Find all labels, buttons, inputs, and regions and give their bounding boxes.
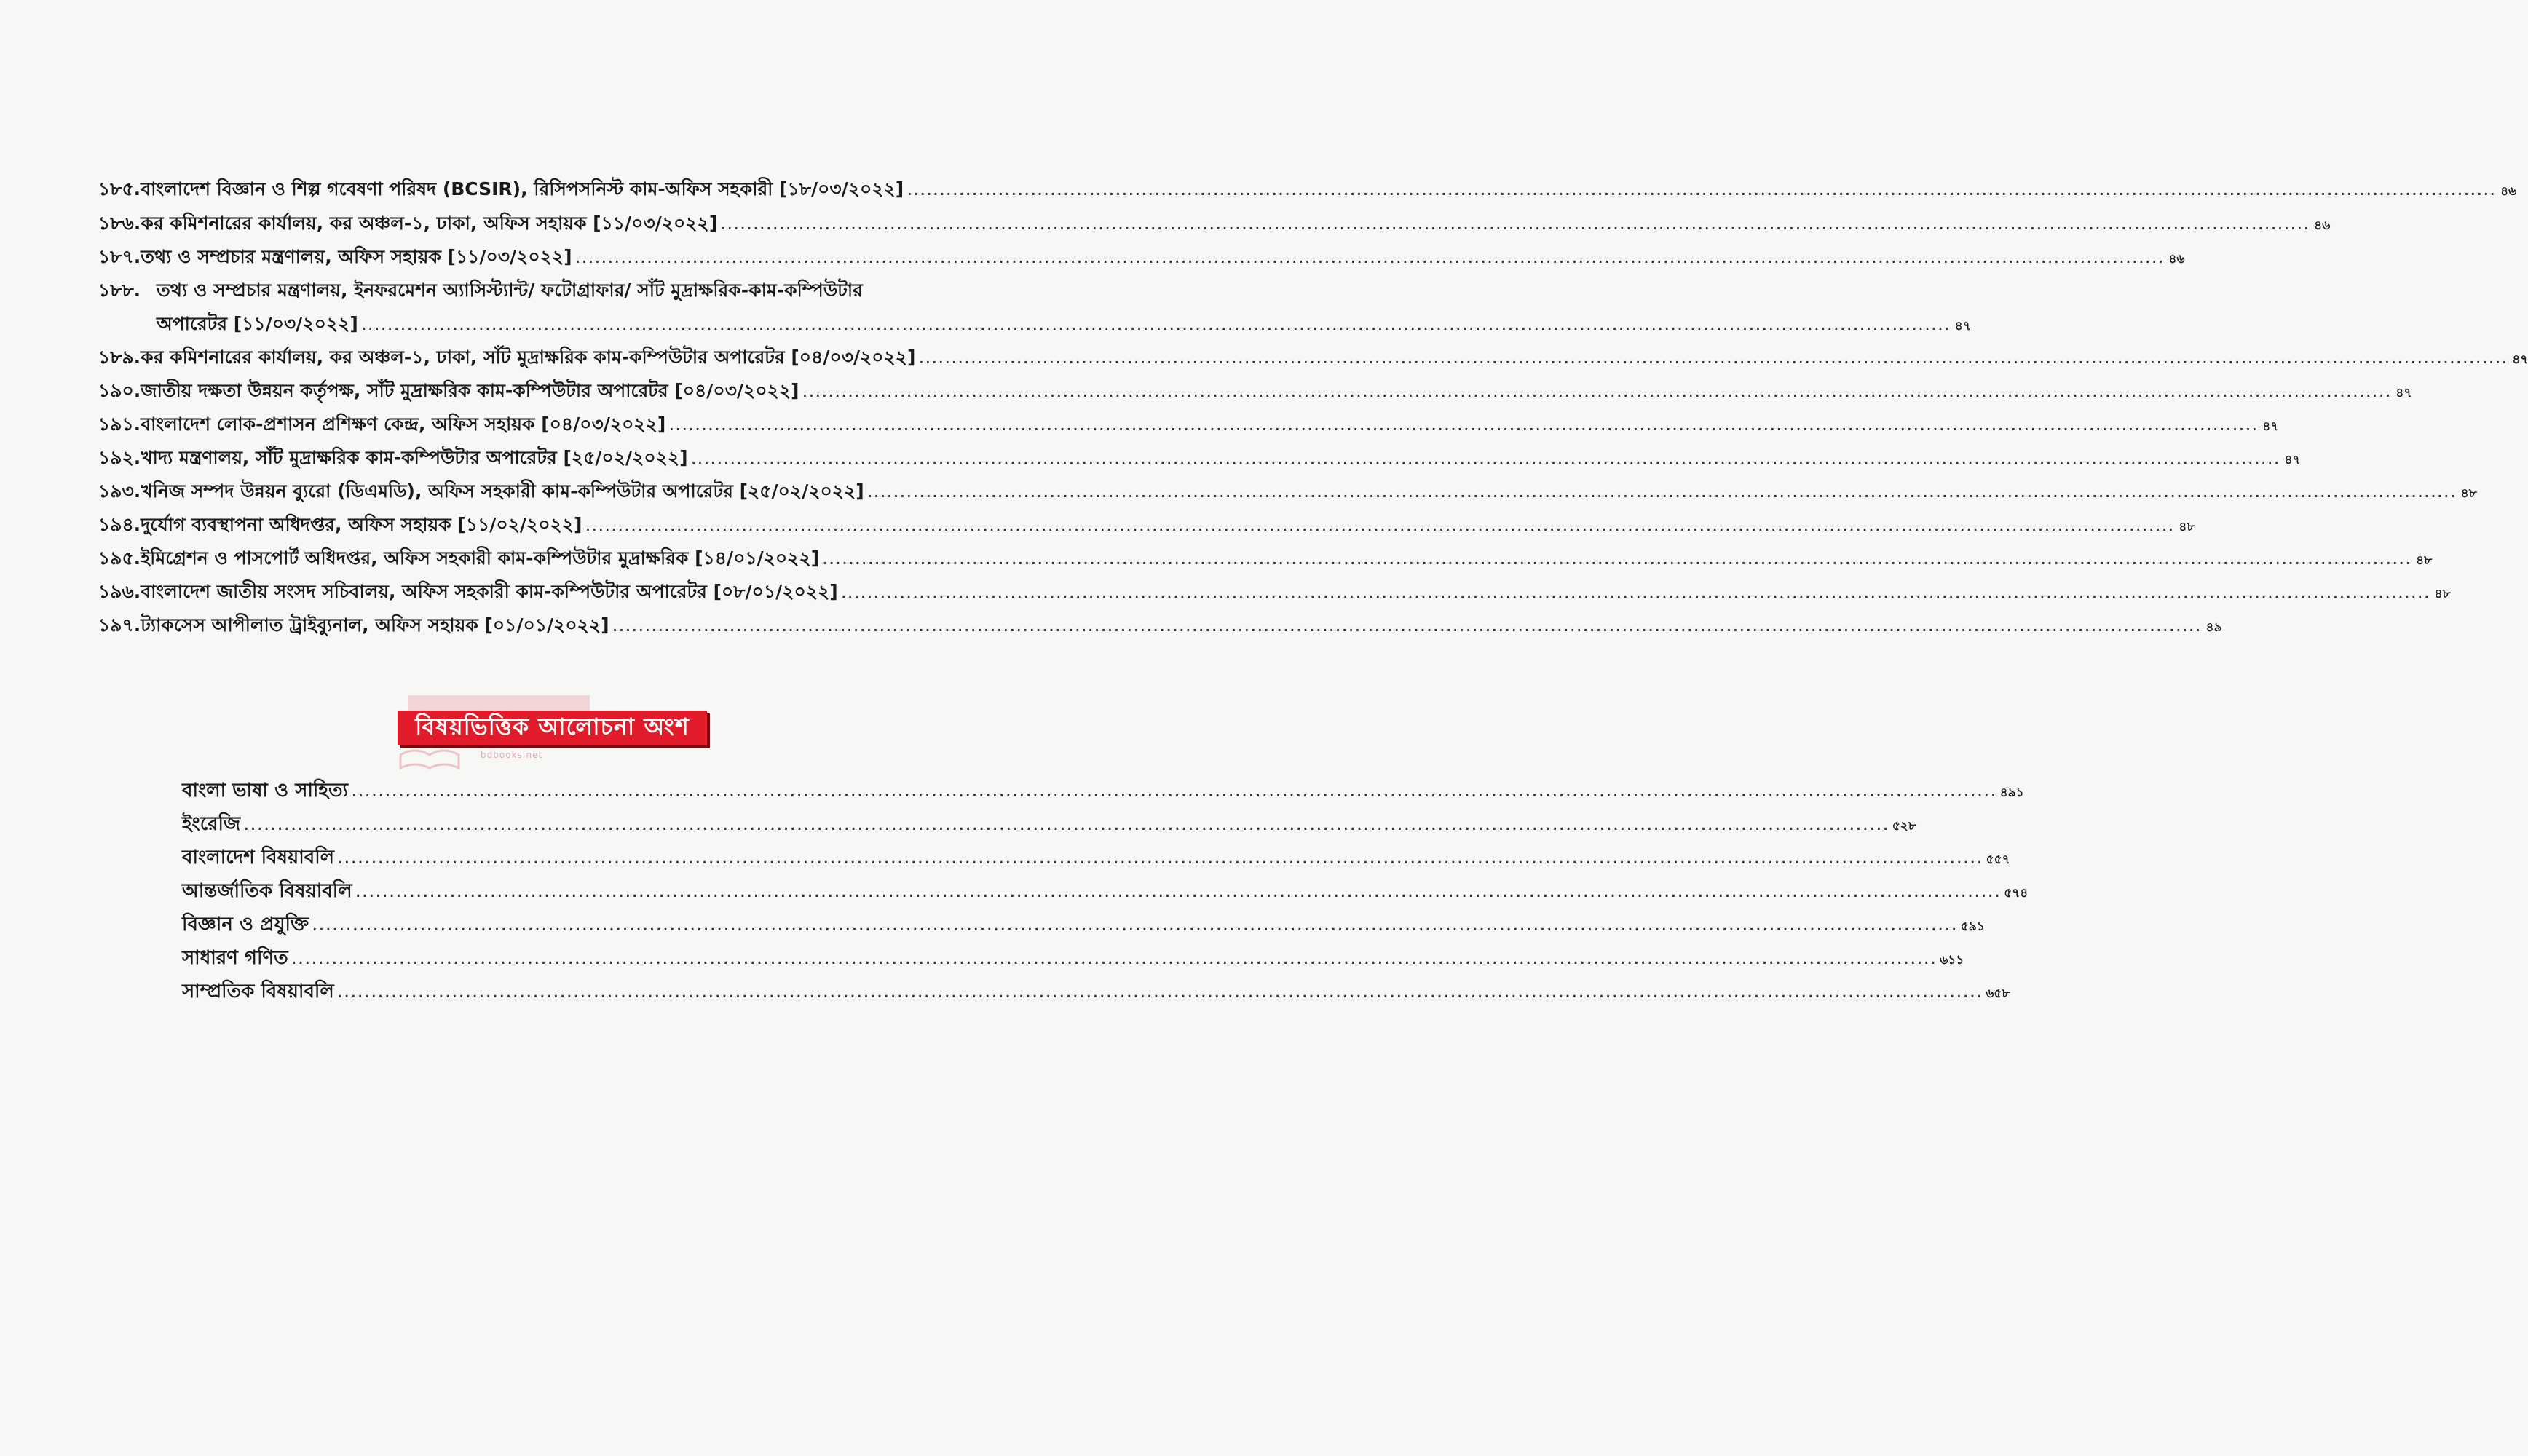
- dot-leader: [337, 844, 1983, 871]
- toc-entry[interactable]: [98, 513, 2195, 539]
- entry-page: ৪৭: [2284, 453, 2301, 467]
- entry-number: ১৯৭.: [98, 614, 141, 636]
- entry-page: ৪৮: [2179, 520, 2195, 534]
- section-item-label: বাংলাদেশ বিষয়াবলি: [182, 847, 335, 869]
- toc-entry-first-line[interactable]: [98, 278, 961, 303]
- section-item-label: সাধারণ গণিত: [182, 947, 288, 969]
- entry-number: ১৯১.: [98, 414, 141, 435]
- toc-entry[interactable]: [98, 211, 2331, 238]
- dot-leader: [802, 379, 2392, 403]
- dot-leader: [720, 211, 2310, 236]
- dot-leader: [361, 312, 1951, 336]
- section-item-page: ৪৯১: [1999, 786, 2024, 800]
- entry-page: ৪৮: [2434, 587, 2451, 601]
- entry-number: ১৮৮.: [98, 280, 141, 301]
- toc-entry-continuation[interactable]: [157, 312, 1971, 339]
- section-item-page: ৬১১: [1940, 953, 1964, 968]
- entry-number: ১৯৪.: [98, 514, 141, 535]
- toc-entry[interactable]: [98, 546, 2433, 573]
- entry-title: তথ্য ও সম্প্রচার মন্ত্রণালয়, অফিস সহায়ক [১১/০৩/২০২২]: [141, 246, 572, 267]
- section-banner-title: বিষয়ভিত্তিক আলোচনা অংশ: [415, 713, 690, 740]
- entry-page: ৪৭: [2512, 352, 2528, 367]
- section-item-label: সাম্প্রতিক বিষয়াবলি: [182, 981, 334, 1002]
- watermark-text: bdbooks.net: [481, 750, 543, 760]
- section-item[interactable]: [166, 778, 2024, 806]
- toc-entry[interactable]: [98, 613, 2222, 640]
- section-item-label: বিজ্ঞান ও প্রযুক্তি: [182, 914, 309, 935]
- dot-leader: [841, 579, 2430, 604]
- entry-page: ৪৮: [2460, 486, 2477, 501]
- entry-number: ১৯৬.: [98, 581, 141, 602]
- entry-title: দুর্যোগ ব্যবস্থাপনা অধিদপ্তর, অফিস সহায়ক [১১/০২/২০২২]: [141, 514, 582, 535]
- toc-entry[interactable]: [98, 446, 2301, 472]
- section-item[interactable]: [166, 945, 1964, 973]
- dot-leader: [351, 778, 1997, 804]
- dot-leader: [337, 978, 1983, 1005]
- entry-number: ১৮৯.: [98, 347, 141, 368]
- dot-leader: [906, 177, 2496, 202]
- entry-title: বাংলাদেশ বিজ্ঞান ও শিল্প গবেষণা পরিষদ (BCSIR), রিসিপসনিস্ট কাম-অফিস সহকারী [১৮/০৩/২০২২]: [141, 178, 904, 199]
- entry-title: কর কমিশনারের কার্যালয়, কর অঞ্চল-১, ঢাকা, অফিস সহায়ক [১১/০৩/২০২২]: [141, 213, 718, 234]
- section-item[interactable]: [166, 844, 2010, 873]
- toc-entry[interactable]: [98, 412, 2279, 439]
- section-item-label: আন্তর্জাতিক বিষয়াবলি: [182, 880, 352, 902]
- dot-leader: [243, 811, 1889, 837]
- dot-leader: [691, 446, 2280, 470]
- section-item-label: ইংরেজি: [182, 813, 241, 835]
- entry-title: খাদ্য মন্ত্রণালয়, সাঁট মুদ্রাক্ষরিক কাম-কম্পিউটার অপারেটর [২৫/০২/২০২২]: [141, 447, 688, 468]
- dot-leader: [612, 613, 2202, 638]
- entry-page: ৪৯: [2205, 620, 2222, 635]
- dot-leader: [585, 513, 2174, 537]
- entry-title: ইমিগ্রেশন ও পাসপোর্ট অধিদপ্তর, অফিস সহকারী কাম-কম্পিউটার মুদ্রাক্ষরিক [১৪/০১/২০২২]: [141, 547, 820, 569]
- entry-number: ১৯০.: [98, 380, 141, 401]
- entry-title: জাতীয় দক্ষতা উন্নয়ন কর্তৃপক্ষ, সাঁট মুদ্রাক্ষরিক কাম-কম্পিউটার অপারেটর [০৪/০৩/২০২২]: [141, 380, 799, 401]
- toc-entry[interactable]: [98, 579, 2451, 606]
- toc-entry[interactable]: [98, 177, 2517, 204]
- entry-number: ১৮৭.: [98, 246, 141, 267]
- dot-leader: [668, 412, 2258, 437]
- section-item-page: ৫২৮: [1892, 819, 1916, 834]
- entry-title: বাংলাদেশ জাতীয় সংসদ সচিবালয়, অফিস সহকারী কাম-কম্পিউটার অপারেটর [০৮/০১/২০২২]: [141, 581, 838, 602]
- toc-entry[interactable]: [98, 345, 2528, 372]
- entry-page: ৪৬: [2314, 218, 2331, 233]
- entry-page: ৪৮: [2416, 553, 2433, 568]
- dot-leader: [312, 911, 1958, 938]
- entry-page: ৪৬: [2168, 252, 2185, 266]
- entry-number: ১৯৩.: [98, 480, 141, 502]
- entry-number: ১৯৫.: [98, 547, 141, 569]
- section-item-page: ৬৫৮: [1986, 986, 2010, 1001]
- entry-page: ৪৭: [2262, 419, 2279, 434]
- section-item[interactable]: [166, 811, 1916, 839]
- section-item-page: ৫৯১: [1960, 919, 1985, 934]
- entry-page: ৪৬: [2500, 184, 2517, 199]
- toc-entry[interactable]: [98, 379, 2412, 405]
- section-item[interactable]: [166, 978, 2010, 1007]
- section-item-label: বাংলা ভাষা ও সাহিত্য: [182, 780, 349, 802]
- entry-number: ১৮৫.: [98, 178, 141, 199]
- dot-leader: [575, 245, 2165, 269]
- toc-entry[interactable]: [98, 245, 2185, 272]
- section-item-page: ৫৫৭: [1986, 852, 2010, 867]
- entry-title: তথ্য ও সম্প্রচার মন্ত্রণালয়, ইনফরমেশন অ্যাসিস্ট্যান্ট/ ফটোগ্রাফার/ সাঁট মুদ্রাক্ষরিক-কাম-কম্পিউটার: [157, 280, 863, 301]
- entry-title: ট্যাকসেস আপীলাত ট্রাইব্যুনাল, অফিস সহায়ক [০১/০১/২০২২]: [141, 614, 609, 636]
- entry-number: ১৯২.: [98, 447, 141, 468]
- entry-page: ৪৭: [2395, 386, 2412, 400]
- toc-entry[interactable]: [98, 479, 2477, 506]
- dot-leader: [867, 479, 2457, 504]
- dot-leader: [355, 878, 2002, 904]
- entry-title: কর কমিশনারের কার্যালয়, কর অঞ্চল-১, ঢাকা, সাঁট মুদ্রাক্ষরিক কাম-কম্পিউটার অপারেটর [০৪/০৩/২০২২]: [141, 347, 916, 368]
- entry-page: ৪৭: [1954, 319, 1971, 333]
- dot-leader: [822, 546, 2412, 571]
- entry-title: খনিজ সম্পদ উন্নয়ন ব্যুরো (ডিএমডি), অফিস সহকারী কাম-কম্পিউটার অপারেটর [২৫/০২/২০২২]: [141, 480, 864, 502]
- book-icon: [400, 751, 459, 768]
- entry-title-line2: অপারেটর [১১/০৩/২০২২]: [157, 313, 358, 334]
- section-item[interactable]: [166, 911, 1985, 940]
- dot-leader: [291, 945, 1938, 971]
- dot-leader: [918, 345, 2508, 370]
- entry-number: ১৮৬.: [98, 213, 141, 234]
- section-item-page: ৫৭৪: [2004, 886, 2029, 901]
- section-banner: [398, 711, 707, 745]
- section-item[interactable]: [166, 878, 2029, 906]
- entry-title: বাংলাদেশ লোক-প্রশাসন প্রশিক্ষণ কেন্দ্র, অফিস সহায়ক [০৪/০৩/২০২২]: [141, 414, 666, 435]
